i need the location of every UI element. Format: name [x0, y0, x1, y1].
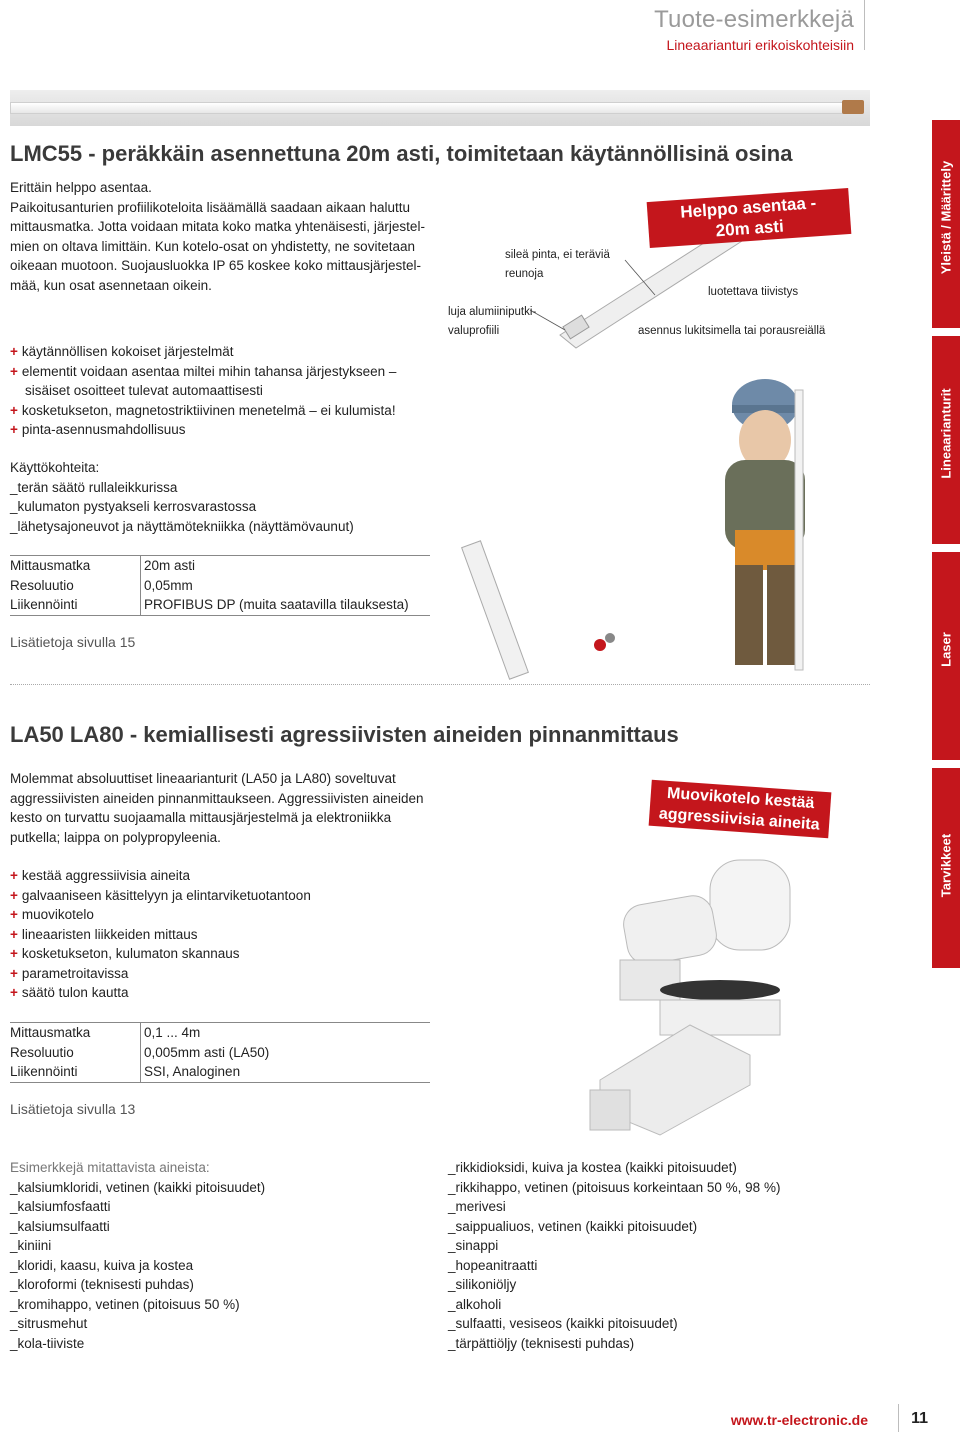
bullet-item: + galvaaniseen käsittelyyn ja elintarviketuotantoon — [10, 887, 311, 903]
uses-label: Käyttökohteita: — [10, 460, 100, 475]
material-item: _sinappi — [448, 1238, 499, 1253]
materials-label: Esimerkkejä mitattavista aineista: — [10, 1160, 210, 1175]
side-tab-general[interactable]: Yleistä / Määrittely — [932, 120, 960, 328]
sensor-head-top-image — [620, 860, 790, 1000]
spec-row: Mittausmatka 20m asti — [10, 556, 430, 576]
intro-line: putkella; laippa on polypropyleenia. — [10, 829, 221, 845]
bullet-item: + elementit voidaan asentaa miltei mihin tahansa järjestykseen – — [10, 363, 397, 379]
section1-intro — [10, 178, 440, 295]
plastic-housing-tag: Muovikotelo kestää aggressiivisia aineita — [649, 780, 832, 838]
materials-right-column — [448, 1158, 878, 1353]
material-item: _silikoniöljy — [448, 1277, 517, 1292]
callout-seal: luotettava tiivistys — [708, 286, 799, 298]
section1-uses — [10, 458, 440, 536]
actuator-banner-image — [10, 90, 870, 126]
material-item: _kromihappo, vetinen (pitoisuus 50 %) — [10, 1296, 240, 1312]
material-item: _kloridi, kaasu, kuiva ja kostea — [10, 1257, 194, 1273]
intro-line: mien on oltava limittäin. Kun kotelo-osat on yhdistetty, ne sovitetaan — [10, 238, 415, 254]
spec-row: Mittausmatka 0,1 ... 4m — [10, 1023, 430, 1043]
material-item: _sulfaatti, vesiseos (kaikki pitoisuudet) — [448, 1316, 678, 1331]
materials-left-column — [10, 1158, 440, 1353]
section2-spec-table — [10, 1022, 430, 1083]
section2-intro — [10, 769, 440, 847]
section-divider — [10, 684, 870, 685]
spec-row: Resoluutio 0,005mm asti (LA50) — [10, 1043, 430, 1063]
bullet-item: + lineaaristen liikkeiden mittaus — [10, 926, 198, 942]
actuator-vertical-image — [440, 530, 650, 679]
bullet-item: + parametroitavissa — [10, 965, 129, 981]
actuator-end-cap — [842, 100, 864, 114]
material-item: _rikkidioksidi, kuiva ja kostea (kaikki pitoisuudet) — [448, 1160, 737, 1175]
material-item: _rikkihappo, vetinen (pitoisuus korkeintaan 50 %, 98 %) — [448, 1179, 781, 1195]
bullet-item: + käytännöllisen kokoiset järjestelmät — [10, 344, 234, 359]
intro-line: Erittäin helppo asentaa. — [10, 180, 152, 195]
callout-aluminium-profile: luja alumiiniputki- valuprofiili — [448, 306, 537, 337]
section2-more-info: Lisätietoja sivulla 13 — [10, 1101, 136, 1117]
material-item: _hopeanitraatti — [448, 1257, 538, 1273]
intro-line: oikeaan muotoon. Suojausluokka IP 65 koskee koko mittausjärjestel- — [10, 258, 421, 273]
bullet-item: + pinta-asennusmahdollisuus — [10, 422, 186, 437]
section2-product-illustration — [580, 840, 830, 1140]
use-item: _lähetysajoneuvot ja näyttämötekniikka (näyttämövaunut) — [10, 518, 354, 534]
sensor-head-bottom-image — [590, 980, 780, 1135]
actuator-profile — [10, 102, 862, 114]
bullet-item: + säätö tulon kautta — [10, 985, 129, 1000]
header-divider — [864, 0, 865, 50]
intro-line: aggressiivisten aineiden pinnanmittaukseen. Aggressiivisten aineiden — [10, 790, 424, 806]
intro-line: mittausmatka. Jotta voidaan mitata koko matka yhtenäisesti, järjestel- — [10, 219, 425, 234]
intro-line: Paikoitusanturien profiilikoteloita lisäämällä saadaan aikaan haluttu — [10, 199, 410, 215]
section2-title: LA50 LA80 - kemiallisesti agressiivisten aineiden pinnanmittaus — [10, 722, 679, 747]
section1-bullets — [10, 342, 440, 440]
spec-row: Liikennöinti PROFIBUS DP (muita saatavilla tilauksesta) — [10, 595, 430, 615]
use-item: _terän säätö rullaleikkurissa — [10, 479, 178, 495]
bullet-item-continued: sisäiset osoitteet tulevat automaattisesti — [25, 383, 263, 398]
bullet-item: + kosketukseton, kulumaton skannaus — [10, 946, 240, 961]
spec-row: Resoluutio 0,05mm — [10, 576, 430, 596]
material-item: _tärpättiöljy (teknisesti puhdas) — [448, 1335, 635, 1351]
callout-mounting: asennus lukitsimella tai porausreiällä — [638, 325, 826, 337]
material-item: _kalsiumkloridi, vetinen (kaikki pitoisuudet) — [10, 1179, 266, 1195]
material-item: _sitrusmehut — [10, 1316, 88, 1331]
intro-line: Molemmat absoluuttiset lineaarianturit (LA50 ja LA80) soveltuvat — [10, 771, 396, 786]
material-item: _kloroformi (teknisesti puhdas) — [10, 1277, 194, 1292]
boy-photo — [725, 379, 805, 670]
bullet-item: + muovikotelo — [10, 907, 94, 922]
material-item: _kalsiumfosfaatti — [10, 1199, 111, 1214]
material-item: _kalsiumsulfaatti — [10, 1218, 110, 1234]
header-subtitle: Lineaarianturi erikoiskohteisiin — [666, 37, 854, 53]
footer-divider — [898, 1404, 899, 1432]
intro-line: mää, kun osat asennetaan oikein. — [10, 277, 212, 293]
spec-row: Liikennöinti SSI, Analoginen — [10, 1062, 430, 1082]
material-item: _alkoholi — [448, 1296, 502, 1312]
side-tab-linear-sensors[interactable]: Lineaarianturit — [932, 336, 960, 544]
material-item: _kola-tiiviste — [10, 1335, 85, 1351]
section1-spec-table — [10, 555, 430, 616]
material-item: _merivesi — [448, 1199, 506, 1214]
bullet-item: + kestää aggressiivisia aineita — [10, 868, 190, 883]
side-tab-accessories[interactable]: Tarvikkeet — [932, 768, 960, 968]
section1-more-info: Lisätietoja sivulla 15 — [10, 634, 136, 650]
intro-line: kesto on turvattu suojaamalla mittausjärjestelmä ja elektroniikka — [10, 810, 392, 825]
side-tab-laser[interactable]: Laser — [932, 552, 960, 760]
bullet-item: + kosketukseton, magnetostriktiivinen menetelmä – ei kulumista! — [10, 402, 396, 418]
material-item: _saippualiuos, vetinen (kaikki pitoisuudet) — [448, 1218, 698, 1234]
footer-url-link[interactable]: www.tr-electronic.de — [730, 1412, 868, 1428]
use-item: _kulumaton pystyakseli kerrosvarastossa — [10, 499, 257, 514]
callout-smooth-surface: sileä pinta, ei teräviä reunoja — [505, 249, 610, 280]
section1-title: LMC55 - peräkkäin asennettuna 20m asti, toimitetaan käytännöllisinä osina — [10, 141, 793, 166]
header-title: Tuote-esimerkkejä — [654, 6, 854, 33]
section2-bullets — [10, 866, 440, 1003]
easy-install-tag: Helppo asentaa - 20m asti — [647, 188, 852, 248]
material-item: _kiniini — [10, 1238, 52, 1253]
page-number: 11 — [911, 1410, 928, 1427]
